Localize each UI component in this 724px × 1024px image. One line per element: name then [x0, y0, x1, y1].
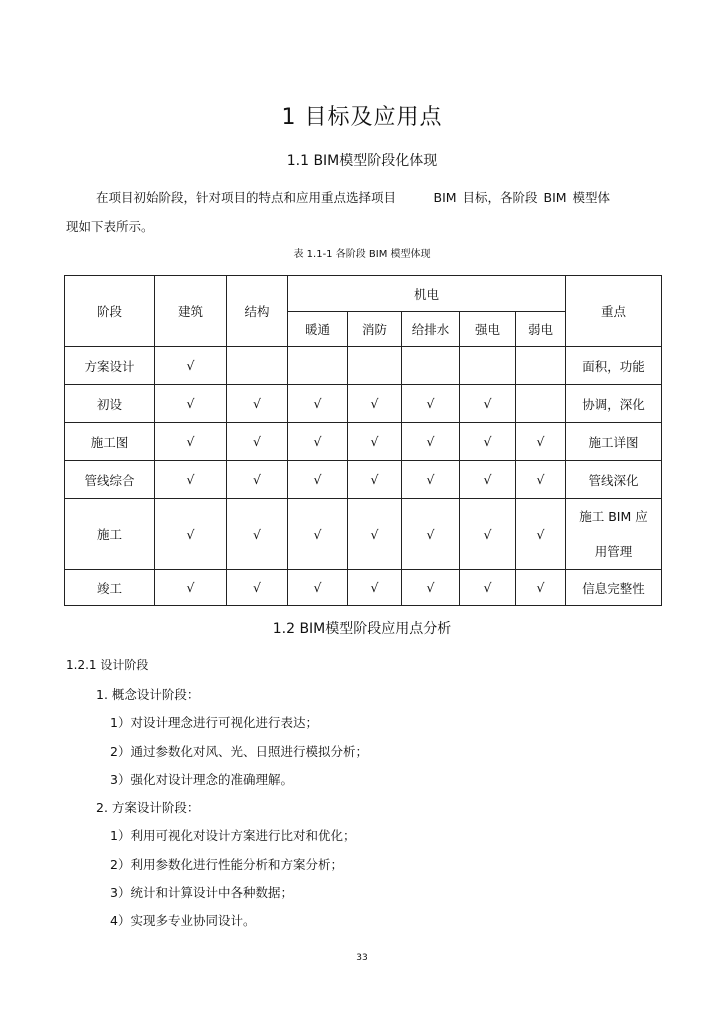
check-cell: √: [288, 385, 348, 423]
check-cell: √: [402, 461, 460, 499]
header-weak: 弱电: [516, 312, 566, 347]
check-cell: [402, 347, 460, 385]
check-cell: √: [155, 423, 227, 461]
intro-paragraph-line2: 现如下表所示。: [66, 219, 154, 234]
table-row: [65, 385, 662, 423]
header-strong: 强电: [460, 312, 516, 347]
check-cell: √: [460, 499, 516, 570]
row-focus-line2: 用管理: [594, 544, 633, 559]
list-subitem: 2）通过参数化对风、光、日照进行模拟分析；: [110, 744, 368, 759]
header-struct: 结构: [227, 276, 288, 347]
check-cell: √: [155, 499, 227, 570]
table-row: [65, 461, 662, 499]
subsection-heading: 1.2.1 设计阶段: [66, 658, 149, 672]
check-cell: √: [402, 570, 460, 606]
bim-stage-table: [64, 275, 662, 606]
check-cell: √: [348, 570, 402, 606]
table-row: [65, 499, 662, 570]
row-focus: 管线深化: [566, 461, 662, 499]
intro-paragraph-line1: 在项目初始阶段，针对项目的特点和应用重点选择项目 BIM 目标，各阶段 BIM 模型体: [96, 190, 611, 205]
check-cell: √: [227, 461, 288, 499]
check-cell: √: [460, 570, 516, 606]
list-subitem: 4）实现多专业协同设计。: [110, 913, 256, 928]
list-subitem: 1）对设计理念进行可视化进行表达；: [110, 715, 318, 730]
table-caption: 表 1.1-1 各阶段 BIM 模型体现: [293, 249, 431, 260]
row-stage: 管线综合: [65, 461, 155, 499]
check-cell: √: [155, 570, 227, 606]
list-subitem: 3）强化对设计理念的准确理解。: [110, 772, 293, 787]
check-cell: √: [227, 385, 288, 423]
row-focus: 面积，功能: [566, 347, 662, 385]
check-cell: √: [460, 461, 516, 499]
check-cell: √: [348, 385, 402, 423]
row-focus-line1: 施工 BIM 应: [579, 509, 648, 524]
check-cell: √: [460, 385, 516, 423]
check-cell: [348, 347, 402, 385]
check-cell: [516, 385, 566, 423]
row-stage: 初设: [65, 385, 155, 423]
check-cell: √: [402, 499, 460, 570]
check-cell: [288, 347, 348, 385]
section-heading-1-1: 1.1 BIM模型阶段化体现: [286, 153, 438, 169]
check-cell: √: [288, 570, 348, 606]
row-focus: 信息完整性: [566, 570, 662, 606]
header-fire: 消防: [348, 312, 402, 347]
table-row: [65, 570, 662, 606]
row-focus: 协调，深化: [566, 385, 662, 423]
row-stage: 施工图: [65, 423, 155, 461]
check-cell: √: [227, 570, 288, 606]
row-stage: 施工: [65, 499, 155, 570]
table-row: [65, 347, 662, 385]
row-focus: [566, 499, 662, 570]
check-cell: √: [516, 570, 566, 606]
check-cell: √: [288, 423, 348, 461]
header-hvac: 暖通: [288, 312, 348, 347]
check-cell: √: [227, 499, 288, 570]
check-cell: √: [348, 461, 402, 499]
check-cell: √: [288, 461, 348, 499]
check-cell: [516, 347, 566, 385]
check-cell: [227, 347, 288, 385]
row-stage: 竣工: [65, 570, 155, 606]
check-cell: √: [516, 423, 566, 461]
header-plumb: 给排水: [402, 312, 460, 347]
check-cell: √: [227, 423, 288, 461]
section-heading-1-2: 1.2 BIM模型阶段应用点分析: [272, 621, 452, 637]
check-cell: √: [516, 461, 566, 499]
check-cell: [460, 347, 516, 385]
check-cell: √: [288, 499, 348, 570]
check-cell: √: [155, 385, 227, 423]
check-cell: √: [155, 347, 227, 385]
page-number: 33: [356, 953, 368, 963]
check-cell: √: [460, 423, 516, 461]
list-item-concept-design: 1. 概念设计阶段：: [96, 687, 200, 702]
check-cell: √: [348, 499, 402, 570]
row-stage: 方案设计: [65, 347, 155, 385]
check-cell: √: [348, 423, 402, 461]
row-focus: 施工详图: [566, 423, 662, 461]
list-subitem: 2）利用参数化进行性能分析和方案分析；: [110, 857, 343, 872]
list-subitem: 3）统计和计算设计中各种数据；: [110, 885, 293, 900]
page-title: 1 目标及应用点: [281, 105, 443, 130]
check-cell: √: [516, 499, 566, 570]
table-row: [65, 423, 662, 461]
header-stage: 阶段: [65, 276, 155, 347]
header-focus: 重点: [566, 276, 662, 347]
check-cell: √: [402, 385, 460, 423]
list-item-scheme-design: 2. 方案设计阶段：: [96, 800, 200, 815]
list-subitem: 1）利用可视化对设计方案进行比对和优化；: [110, 828, 356, 843]
header-arch: 建筑: [155, 276, 227, 347]
check-cell: √: [402, 423, 460, 461]
check-cell: √: [155, 461, 227, 499]
header-mep: 机电: [288, 276, 566, 312]
